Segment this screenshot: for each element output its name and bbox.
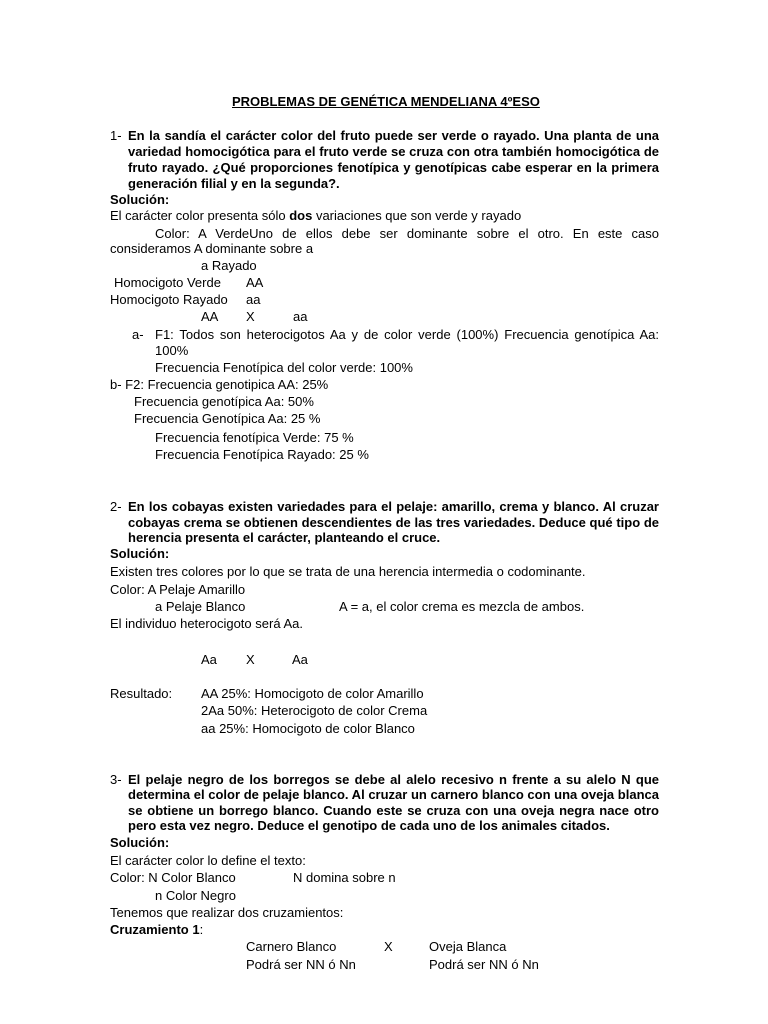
solution-text: Color: A Pelaje Amarillo [110, 582, 246, 597]
result-text: Frecuencia Fenotípica del color verde: 100% [155, 360, 413, 375]
cross-parent: AA [201, 309, 219, 324]
cross-symbol: X [246, 309, 255, 324]
problem-3-number: 3- [110, 772, 122, 787]
result-text: Frecuencia Fenotípica Rayado: 25 % [155, 447, 369, 462]
solution-text: N domina sobre n [293, 870, 396, 885]
result-text: 100% [155, 343, 189, 358]
problem-1-question-line: variedad homocigótica para el fruto verde se cruza con otra también homocigótica de [128, 144, 659, 159]
cross-parent: Aa [292, 652, 308, 667]
result-text: AA 25%: Homocigoto de color Amarillo [201, 686, 424, 701]
problem-3-question-line: pero esta vez negro. Deduce el genotipo de cada uno de los animales citados. [128, 818, 610, 833]
solution-text: A = a, el color crema es mezcla de ambos. [339, 599, 585, 614]
problem-2-question-line: cobayas crema se obtienen descendientes de las tres variedades. Deduce qué tipo de [128, 515, 659, 530]
problem-2-question-line: En los cobayas existen variedades para el pelaje: amarillo, crema y blanco. Al cruzar [128, 499, 659, 514]
solution-heading: Solución: [110, 546, 170, 561]
cross-parent: Oveja Blanca [429, 939, 507, 954]
list-marker: a- [132, 327, 144, 342]
cross-symbol: X [246, 652, 255, 667]
solution-text: Existen tres colores por lo que se trata de una herencia intermedia o codominante. [110, 564, 586, 579]
genotype-option: Podrá ser NN ó Nn [246, 957, 356, 972]
solution-text: Color: A VerdeUno de ellos debe ser dominante sobre el otro. En este caso [155, 226, 659, 241]
solution-text: a Pelaje Blanco [155, 599, 246, 614]
solution-text: n Color Negro [155, 888, 236, 903]
solution-text: consideramos A dominante sobre a [110, 241, 314, 256]
result-text: Frecuencia Genotípica Aa: 25 % [134, 411, 321, 426]
solution-text: Tenemos que realizar dos cruzamientos: [110, 905, 344, 920]
cross-parent: Aa [201, 652, 217, 667]
page-title: PROBLEMAS DE GENÉTICA MENDELIANA 4ºESO [232, 94, 540, 109]
solution-text: El carácter color presenta sólo dos variaciones que son verde y rayado [110, 208, 522, 223]
result-text: F1: Todos son heterocigotos Aa y de color verde (100%) Frecuencia genotípica Aa: [155, 327, 659, 342]
problem-2-question-line: herencia presenta el carácter, planteando el cruce. [128, 530, 441, 545]
result-text: aa 25%: Homocigoto de color Blanco [201, 721, 415, 736]
cross-parent: aa [293, 309, 308, 324]
problem-1-question-line: generación filial y en la segunda?. [128, 176, 340, 191]
result-text: Frecuencia genotípica Aa: 50% [134, 394, 314, 409]
solution-text: a Rayado [201, 258, 257, 273]
problem-1-question-line: En la sandía el carácter color del fruto puede ser verde o rayado. Una planta de una [128, 128, 659, 143]
genotype-label: Homocigoto Rayado [110, 292, 228, 307]
solution-text: El carácter color lo define el texto: [110, 853, 306, 868]
cross-heading: Cruzamiento 1: [110, 922, 204, 937]
genotype-value: aa [246, 292, 261, 307]
result-text: 2Aa 50%: Heterocigoto de color Crema [201, 703, 428, 718]
result-text: Frecuencia fenotípica Verde: 75 % [155, 430, 354, 445]
cross-parent: Carnero Blanco [246, 939, 337, 954]
problem-1-number: 1- [110, 128, 122, 143]
problem-3-question-line: El pelaje negro de los borregos se debe al alelo recesivo n frente a su alelo N que [128, 772, 659, 787]
solution-text: Color: N Color Blanco [110, 870, 236, 885]
solution-text: El individuo heterocigoto será Aa. [110, 616, 303, 631]
problem-3-question-line: se obtiene un borrego blanco. Cuando este se cruza con una oveja negra nace otro [128, 803, 659, 818]
problem-3-question-line: determina el color de pelaje blanco. Al cruzar un carnero blanco con una oveja blanca [128, 787, 659, 802]
problem-1-question-line: fruto rayado. ¿Qué proporciones fenotípica y genotípicas cabe esperar en la primera [128, 160, 659, 175]
genotype-label: Homocigoto Verde [114, 275, 221, 290]
solution-heading: Solución: [110, 835, 170, 850]
problem-2-number: 2- [110, 499, 122, 514]
result-text: b- F2: Frecuencia genotipica AA: 25% [110, 377, 329, 392]
solution-heading: Solución: [110, 192, 170, 207]
genotype-option: Podrá ser NN ó Nn [429, 957, 539, 972]
cross-symbol: X [384, 939, 393, 954]
genotype-value: AA [246, 275, 264, 290]
result-label: Resultado: [110, 686, 173, 701]
